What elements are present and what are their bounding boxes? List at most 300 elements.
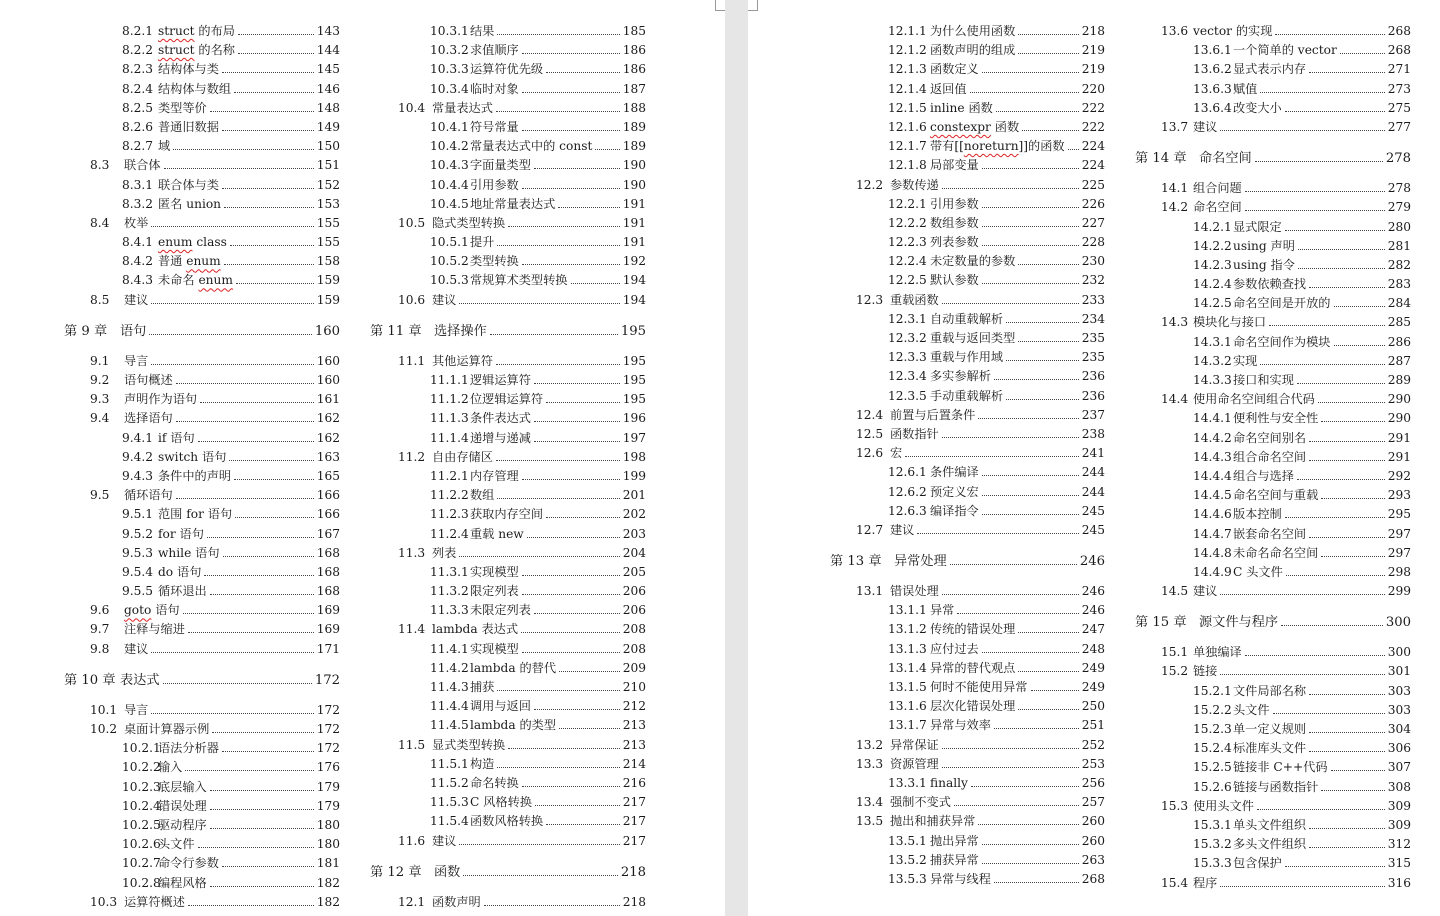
toc-title: 范围 for 语句 [158,507,233,522]
toc-leader-dots [1018,23,1078,35]
toc-section[interactable] [1133,797,1411,816]
toc-title-line [1233,99,1411,118]
toc-number: 13.1.2 [888,622,927,637]
toc-subsection[interactable] [366,697,646,716]
toc-subsection[interactable] [58,233,340,252]
toc-subsection[interactable] [828,483,1105,502]
toc-page-number: 224 [1081,139,1105,154]
toc-section[interactable] [366,893,646,912]
toc-title: 接口和实现 [1233,373,1294,387]
toc-section[interactable] [828,582,1105,601]
toc-leader-dots [978,813,1078,825]
toc-number: 11.3 [398,545,426,560]
toc-subsection[interactable] [828,697,1105,716]
toc-section[interactable] [1133,118,1411,137]
toc-leader-dots [1068,138,1079,150]
toc-chapter[interactable] [1133,145,1411,173]
toc-number: 15.3.3 [1193,856,1232,871]
toc-subsection[interactable] [366,22,646,41]
toc-leader-dots [224,253,314,265]
toc-section[interactable] [58,390,340,409]
toc-title: 抛出异常 [930,833,979,848]
toc-leader-dots [571,272,620,284]
toc-subsection[interactable] [366,429,646,448]
toc-subsection[interactable] [828,620,1105,639]
toc-subsection[interactable] [366,793,646,812]
toc-section[interactable] [828,736,1105,755]
toc-subsection[interactable] [366,467,646,486]
toc-title-line [1193,179,1411,198]
toc-page-number: 252 [1081,737,1105,752]
toc-subsection[interactable] [1133,409,1411,428]
toc-subsection[interactable] [58,563,340,582]
toc-section[interactable] [1133,643,1411,662]
toc-subsection[interactable] [1133,99,1411,118]
toc-section[interactable] [828,176,1105,195]
toc-section[interactable] [828,755,1105,774]
toc-section[interactable] [366,620,646,639]
toc-page-number: 293 [1387,488,1411,503]
toc-subsection[interactable] [58,252,340,271]
toc-number: 13.6 [1161,24,1189,38]
toc-subsection[interactable] [366,137,646,156]
toc-section[interactable] [366,544,646,563]
toc-subsection[interactable] [1133,701,1411,720]
toc-title: 条件表达式 [470,411,531,426]
toc-number: 12.1.2 [888,43,927,58]
toc-subsection[interactable] [828,367,1105,386]
toc-title-line [930,252,1105,271]
toc-page-number: 143 [316,24,340,38]
toc-title: 层次化错误处理 [930,699,1016,714]
toc-page-number: 290 [1387,411,1411,426]
toc-title: 实现 [1233,353,1258,368]
toc-subsection[interactable] [58,99,340,118]
toc-number: 第 13 章 [830,554,882,570]
toc-subsection[interactable] [58,582,340,601]
toc-subsection[interactable] [1133,448,1411,467]
toc-leader-dots [1297,372,1385,384]
toc-subsection[interactable] [1133,816,1411,835]
toc-subsection[interactable] [58,467,340,486]
toc-title: 命名空间是开放的 [1233,296,1331,311]
toc-leader-dots [508,737,620,749]
toc-section[interactable] [828,793,1105,812]
toc-subsection[interactable] [1133,467,1411,486]
toc-number: 11.2.4 [430,526,469,541]
toc-number: 11.3.1 [430,564,469,579]
toc-subsection[interactable] [828,137,1105,156]
toc-number: 12.3.1 [888,311,927,326]
toc-subsection[interactable] [366,716,646,735]
toc-subsection[interactable] [828,214,1105,233]
toc-number: 12.6.2 [888,484,927,499]
toc-section[interactable] [58,291,340,310]
toc-title: 常量表达式中的 const [470,139,593,154]
toc-page-number: 278 [1387,181,1411,196]
toc-leader-dots [484,894,620,906]
toc-page-number: 230 [1081,254,1105,269]
toc-title-line [432,214,646,233]
toc-subsection[interactable] [828,99,1105,118]
toc-title: 重载与作用域 [930,350,1004,365]
toc-subsection[interactable] [828,41,1105,60]
toc-section[interactable] [58,893,340,912]
toc-section[interactable] [1133,198,1411,217]
toc-subsection[interactable] [828,271,1105,290]
toc-subsection[interactable] [828,502,1105,521]
toc-page-number: 257 [1081,795,1105,810]
toc-number: 12.6.3 [888,503,927,518]
toc-subsection[interactable] [1133,218,1411,237]
toc-chapter[interactable] [58,318,340,346]
toc-subsection[interactable] [828,310,1105,329]
toc-section[interactable] [366,214,646,233]
toc-subsection[interactable] [366,774,646,793]
toc-chapter[interactable] [1133,609,1411,637]
toc-subsection[interactable] [366,371,646,390]
toc-subsection[interactable] [828,118,1105,137]
toc-subsection[interactable] [58,758,340,777]
toc-leader-dots [950,553,1077,565]
toc-section[interactable] [366,99,646,118]
toc-section[interactable] [366,736,646,755]
toc-subsection[interactable] [1133,371,1411,390]
toc-section[interactable] [366,448,646,467]
toc-number: 13.1 [856,584,884,599]
toc-page-number: 236 [1081,388,1105,403]
toc-subsection[interactable] [828,851,1105,870]
toc-subsection[interactable] [58,505,340,524]
toc-number: 14.4.2 [1193,430,1232,445]
toc-subsection[interactable] [828,659,1105,678]
toc-section[interactable] [828,444,1105,463]
toc-subsection[interactable] [58,195,340,214]
toc-leader-dots [238,42,314,54]
toc-subsection[interactable] [828,716,1105,735]
toc-subsection[interactable] [1133,333,1411,352]
toc-section[interactable] [1133,874,1411,893]
toc-section[interactable] [1133,390,1411,409]
toc-title-line [470,582,646,601]
toc-page-number: 251 [1081,718,1105,733]
toc-subsection[interactable] [366,659,646,678]
toc-number: 10.2.5 [122,817,161,832]
toc-subsection[interactable] [366,525,646,544]
toc-section[interactable] [58,156,340,175]
toc-leader-dots [1309,817,1385,829]
toc-subsection[interactable] [366,505,646,524]
toc-number: 11.5.1 [430,756,469,771]
toc-subsection[interactable] [58,118,340,137]
toc-subsection[interactable] [58,41,340,60]
toc-subsection[interactable] [1133,505,1411,524]
toc-subsection[interactable] [828,348,1105,367]
toc-number: 11.1 [398,353,426,368]
toc-subsection[interactable] [58,60,340,79]
toc-subsection[interactable] [1133,80,1411,99]
toc-subsection[interactable] [58,525,340,544]
toc-subsection[interactable] [366,812,646,831]
toc-chapter[interactable] [828,548,1105,576]
toc-leader-dots [521,621,620,633]
toc-page-number: 246 [1081,603,1105,618]
toc-page-number: 250 [1081,699,1105,714]
toc-subsection[interactable] [828,22,1105,41]
toc-chapter[interactable] [58,667,340,695]
toc-subsection[interactable] [58,797,340,816]
toc-section[interactable] [1133,313,1411,332]
toc-title: 重载 new [470,526,524,541]
toc-subsection[interactable] [828,233,1105,252]
toc-subsection[interactable] [366,233,646,252]
toc-subsection[interactable] [828,195,1105,214]
toc-section[interactable] [1133,582,1411,601]
toc-title-line [894,548,1105,576]
toc-subsection[interactable] [828,80,1105,99]
toc-number: 11.1.3 [430,411,469,426]
toc-section[interactable] [1133,662,1411,681]
toc-section[interactable] [58,640,340,659]
toc-subsection[interactable] [1133,60,1411,79]
toc-subsection[interactable] [366,41,646,60]
toc-title: 标准库头文件 [1233,741,1307,756]
toc-subsection[interactable] [58,854,340,873]
toc-number: 13.7 [1161,119,1189,134]
toc-subsection[interactable] [828,60,1105,79]
toc-title: 使用命名空间组合代码 [1193,392,1315,407]
toc-section[interactable] [58,486,340,505]
toc-subsection[interactable] [366,409,646,428]
toc-number: 11.5.3 [430,795,469,810]
toc-subsection[interactable] [58,137,340,156]
toc-title-line [1233,525,1411,544]
toc-subsection[interactable] [58,874,340,893]
toc-subsection[interactable] [58,429,340,448]
toc-title: 手动重载解析 [930,388,1004,403]
toc-leader-dots [151,641,313,653]
toc-title-line [1193,390,1411,409]
toc-subsection[interactable] [1133,682,1411,701]
toc-title: 预定义宏 [930,484,979,499]
toc-title-line [1233,294,1411,313]
toc-number: 9.5.1 [122,507,154,522]
toc-subsection[interactable] [58,448,340,467]
toc-number: 10.4.4 [430,177,469,192]
toc-leader-dots [149,323,311,335]
toc-subsection[interactable] [366,640,646,659]
toc-leader-dots [490,323,618,335]
toc-chapter[interactable] [366,318,646,346]
toc-subsection[interactable] [58,176,340,195]
toc-page-number: 160 [316,373,340,387]
toc-section[interactable] [828,521,1105,540]
toc-subsection[interactable] [1133,720,1411,739]
toc-subsection[interactable] [1133,778,1411,797]
toc-section[interactable] [58,620,340,639]
toc-page-number: 197 [622,430,646,445]
toc-page-number: 148 [316,100,340,115]
toc-subsection[interactable] [828,252,1105,271]
toc-number: 14.4.1 [1193,411,1232,426]
toc-leader-dots [982,852,1079,864]
toc-subsection[interactable] [828,774,1105,793]
toc-subsection[interactable] [1133,835,1411,854]
toc-section[interactable] [1133,179,1411,198]
toc-page-number: 238 [1081,426,1105,441]
toc-page-number: 295 [1387,507,1411,522]
toc-subsection[interactable] [366,601,646,620]
toc-title: 函数指针 [890,426,939,441]
toc-page-number: 203 [622,526,646,541]
toc-title: 组合问题 [1193,181,1242,196]
toc-subsection[interactable] [828,387,1105,406]
toc-leader-dots [970,81,1079,93]
toc-subsection[interactable] [366,563,646,582]
toc-title-line [1199,145,1411,173]
toc-subsection[interactable] [828,678,1105,697]
toc-section[interactable] [366,832,646,851]
toc-subsection[interactable] [1133,429,1411,448]
toc-page-number: 297 [1387,526,1411,541]
toc-subsection[interactable] [1133,256,1411,275]
toc-subsection[interactable] [1133,563,1411,582]
toc-subsection[interactable] [1133,486,1411,505]
toc-section[interactable] [828,425,1105,444]
toc-subsection[interactable] [366,582,646,601]
toc-subsection[interactable] [828,870,1105,889]
toc-leader-dots [224,196,314,208]
toc-section[interactable] [58,409,340,428]
toc-subsection[interactable] [1133,294,1411,313]
toc-subsection[interactable] [1133,854,1411,873]
toc-leader-dots [535,794,620,806]
toc-section[interactable] [58,701,340,720]
toc-section[interactable] [58,214,340,233]
toc-subsection[interactable] [366,271,646,290]
toc-title-line [890,176,1105,195]
toc-section[interactable] [366,352,646,371]
toc-subsection[interactable] [1133,237,1411,256]
toc-leader-dots [942,177,1079,189]
toc-section[interactable] [58,352,340,371]
toc-title-line [158,252,340,271]
toc-subsection[interactable] [1133,544,1411,563]
toc-title-line [432,736,646,755]
toc-title-line [470,659,646,678]
toc-page-number: 218 [1081,24,1105,38]
toc-subsection[interactable] [366,60,646,79]
toc-title-line [158,854,340,873]
toc-title: 单头文件组织 [1233,817,1307,832]
toc-section[interactable] [366,291,646,310]
toc-subsection[interactable] [58,816,340,835]
toc-subsection[interactable] [366,252,646,271]
toc-leader-dots [1334,334,1385,346]
toc-leader-dots [222,177,314,189]
toc-number: 8.2.3 [122,62,154,77]
toc-title: while 语句 [158,545,220,560]
toc-subsection[interactable] [366,195,646,214]
toc-page-number: 166 [316,507,340,522]
toc-subsection[interactable] [366,678,646,697]
toc-number: 10.3.4 [430,81,469,96]
toc-page-number: 291 [1387,449,1411,464]
toc-leader-dots [996,100,1079,112]
toc-page-number: 210 [622,680,646,694]
toc-page-number: 165 [316,468,340,483]
toc-subsection[interactable] [58,778,340,797]
toc-subsection[interactable] [1133,352,1411,371]
toc-section[interactable] [828,291,1105,310]
toc-leader-dots [183,602,314,614]
toc-section[interactable] [58,371,340,390]
toc-chapter[interactable] [366,859,646,887]
toc-leader-dots [1018,698,1078,710]
toc-subsection[interactable] [366,156,646,175]
toc-subsection[interactable] [828,156,1105,175]
toc-subsection[interactable] [828,601,1105,620]
toc-title-line [930,367,1105,386]
toc-section[interactable] [828,406,1105,425]
toc-subsection[interactable] [1133,41,1411,60]
toc-leader-dots [1309,430,1385,442]
toc-title: 源文件与程序 [1199,615,1279,631]
toc-subsection[interactable] [366,118,646,137]
toc-section[interactable] [1133,22,1411,41]
toc-subsection[interactable] [828,832,1105,851]
toc-subsection[interactable] [828,329,1105,348]
toc-subsection[interactable] [366,390,646,409]
toc-subsection[interactable] [58,544,340,563]
toc-subsection[interactable] [58,271,340,290]
toc-section[interactable] [58,720,340,739]
toc-page-number: 163 [316,449,340,464]
toc-subsection[interactable] [366,755,646,774]
toc-title-line [930,329,1105,348]
toc-page-number: 315 [1387,856,1411,871]
toc-section[interactable] [828,812,1105,831]
toc-subsection[interactable] [366,80,646,99]
toc-leader-dots [1257,798,1385,810]
toc-subsection[interactable] [366,176,646,195]
toc-title-line [930,851,1105,870]
toc-title-line [158,429,340,448]
toc-title: 条件编译 [930,465,979,480]
toc-leader-dots [1022,119,1079,131]
toc-subsection[interactable] [828,640,1105,659]
toc-subsection[interactable] [58,835,340,854]
toc-title-line [470,195,646,214]
toc-leader-dots [459,545,619,557]
toc-section[interactable] [58,601,340,620]
toc-subsection[interactable] [58,80,340,99]
toc-subsection[interactable] [1133,525,1411,544]
toc-subsection[interactable] [366,486,646,505]
toc-subsection[interactable] [828,463,1105,482]
toc-leader-dots [210,779,314,791]
toc-number: 13.2 [856,737,884,752]
toc-leader-dots [497,679,619,691]
toc-subsection[interactable] [58,22,340,41]
toc-subsection[interactable] [58,739,340,758]
toc-number: 15.2 [1161,664,1189,679]
toc-title-line [1233,720,1411,739]
toc-subsection[interactable] [1133,275,1411,294]
toc-subsection[interactable] [1133,758,1411,777]
toc-subsection[interactable] [1133,739,1411,758]
toc-page-number: 190 [622,158,646,173]
